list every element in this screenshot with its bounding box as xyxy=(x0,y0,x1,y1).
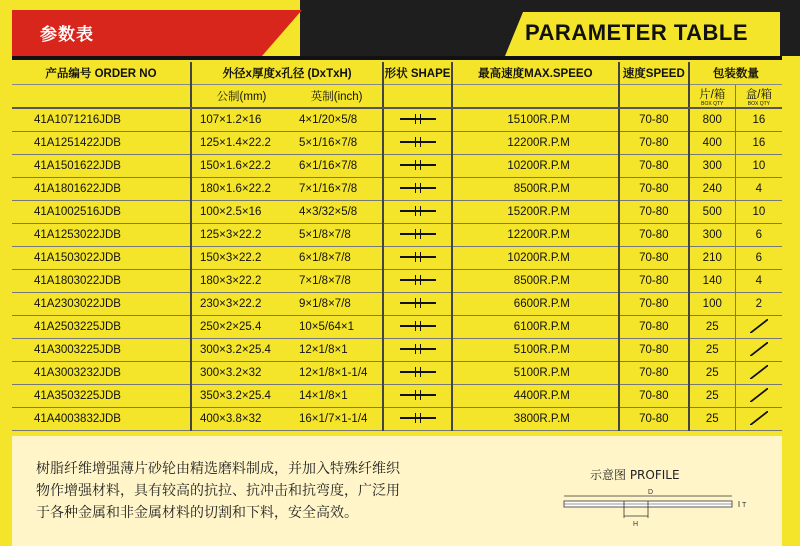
row-max-speed: 8500R.P.M xyxy=(452,270,619,293)
table-body xyxy=(12,108,782,431)
row-inch: 10×5/64×1 xyxy=(291,316,383,339)
row-inch: 5×1/8×7/8 xyxy=(291,224,383,247)
row-metric: 400×3.8×32 xyxy=(191,408,291,431)
table-row xyxy=(12,224,782,247)
row-boxes-per-ctn: 4 xyxy=(735,178,782,201)
profile-diagram xyxy=(556,484,756,534)
col-max-speed: 最高速度MAX.SPEEO xyxy=(452,62,619,85)
not-applicable-slash-icon xyxy=(750,365,768,379)
row-inch: 12×1/8×1 xyxy=(291,339,383,362)
subheader-speed-blank xyxy=(452,85,619,109)
row-pcs-per-box: 25 xyxy=(689,362,736,385)
subheader-shape-blank xyxy=(383,85,452,109)
d-label: D xyxy=(648,489,654,496)
row-pcs-per-box: 210 xyxy=(689,247,736,270)
row-code: 41A3503225JDB xyxy=(12,385,191,408)
row-boxes-per-ctn xyxy=(735,385,782,408)
row-speed: 70-80 xyxy=(619,108,689,132)
h-label: H xyxy=(633,521,639,528)
row-speed: 70-80 xyxy=(619,155,689,178)
disc-shape-icon xyxy=(400,367,436,377)
row-pcs-per-box: 25 xyxy=(689,408,736,431)
row-max-speed: 6100R.P.M xyxy=(452,316,619,339)
en-title: PARAMETER TABLE xyxy=(525,20,749,45)
pcs-qty-note: BOX QTY xyxy=(701,100,724,107)
description-line: 于各种金属和非金属材料的切割和下料，安全高效。 xyxy=(36,505,358,521)
table-header-row xyxy=(12,62,782,85)
row-shape xyxy=(383,339,452,362)
row-speed: 70-80 xyxy=(619,408,689,431)
row-shape xyxy=(383,178,452,201)
row-speed: 70-80 xyxy=(619,385,689,408)
col-speed: 速度SPEED xyxy=(619,62,689,85)
pcs-per-box-label: 片/箱 xyxy=(699,88,726,101)
row-metric: 230×3×22.2 xyxy=(191,293,291,316)
disc-shape-icon xyxy=(400,160,436,170)
row-pcs-per-box: 240 xyxy=(689,178,736,201)
row-inch: 12×1/8×1-1/4 xyxy=(291,362,383,385)
table-row xyxy=(12,155,782,178)
row-boxes-per-ctn: 2 xyxy=(735,293,782,316)
row-metric: 180×3×22.2 xyxy=(191,270,291,293)
disc-shape-icon xyxy=(400,229,436,239)
row-speed: 70-80 xyxy=(619,224,689,247)
table-row xyxy=(12,339,782,362)
row-pcs-per-box: 25 xyxy=(689,385,736,408)
row-inch: 16×1/7×1-1/4 xyxy=(291,408,383,431)
table-row xyxy=(12,362,782,385)
row-code: 41A3003225JDB xyxy=(12,339,191,362)
table-row xyxy=(12,316,782,339)
col-boxes-per-ctn xyxy=(735,85,782,109)
row-boxes-per-ctn xyxy=(735,316,782,339)
boxes-per-ctn-label: 盒/箱 xyxy=(745,88,772,101)
row-shape xyxy=(383,224,452,247)
row-code: 41A4003832JDB xyxy=(12,408,191,431)
row-code: 41A2503225JDB xyxy=(12,316,191,339)
row-code: 41A1803022JDB xyxy=(12,270,191,293)
row-speed: 70-80 xyxy=(619,270,689,293)
col-packing: 包装数量 xyxy=(689,62,782,85)
not-applicable-slash-icon xyxy=(750,411,768,425)
row-boxes-per-ctn xyxy=(735,339,782,362)
row-max-speed: 10200R.P.M xyxy=(452,155,619,178)
col-order-no: 产品编号 ORDER NO xyxy=(12,62,191,85)
row-max-speed: 3800R.P.M xyxy=(452,408,619,431)
row-pcs-per-box: 400 xyxy=(689,132,736,155)
row-pcs-per-box: 300 xyxy=(689,224,736,247)
not-applicable-slash-icon xyxy=(750,388,768,402)
description-text xyxy=(36,458,506,524)
row-inch: 5×1/16×7/8 xyxy=(291,132,383,155)
disc-shape-icon xyxy=(400,114,436,124)
row-metric: 150×3×22.2 xyxy=(191,247,291,270)
col-inch: 英制(inch) xyxy=(291,85,383,109)
row-boxes-per-ctn: 16 xyxy=(735,108,782,132)
row-speed: 70-80 xyxy=(619,178,689,201)
row-boxes-per-ctn xyxy=(735,362,782,385)
row-max-speed: 4400R.P.M xyxy=(452,385,619,408)
row-pcs-per-box: 25 xyxy=(689,316,736,339)
row-pcs-per-box: 300 xyxy=(689,155,736,178)
col-metric: 公制(mm) xyxy=(191,85,291,109)
row-pcs-per-box: 25 xyxy=(689,339,736,362)
table-row xyxy=(12,201,782,224)
disc-shape-icon xyxy=(400,137,436,147)
row-boxes-per-ctn: 16 xyxy=(735,132,782,155)
row-shape xyxy=(383,362,452,385)
row-pcs-per-box: 140 xyxy=(689,270,736,293)
row-max-speed: 5100R.P.M xyxy=(452,362,619,385)
row-shape xyxy=(383,270,452,293)
disc-shape-icon xyxy=(400,275,436,285)
ctn-qty-note: BOX QTY xyxy=(747,100,770,107)
row-pcs-per-box: 500 xyxy=(689,201,736,224)
not-applicable-slash-icon xyxy=(750,342,768,356)
col-dims: 外径x厚度x孔径 (DxTxH) xyxy=(191,62,383,85)
row-metric: 107×1.2×16 xyxy=(191,108,291,132)
row-metric: 300×3.2×25.4 xyxy=(191,339,291,362)
disc-shape-icon xyxy=(400,183,436,193)
table-row xyxy=(12,108,782,132)
row-shape xyxy=(383,408,452,431)
row-metric: 125×3×22.2 xyxy=(191,224,291,247)
subheader-spd-blank xyxy=(619,85,689,109)
disc-shape-icon xyxy=(400,298,436,308)
row-max-speed: 10200R.P.M xyxy=(452,247,619,270)
table-row xyxy=(12,178,782,201)
row-boxes-per-ctn xyxy=(735,408,782,431)
row-max-speed: 8500R.P.M xyxy=(452,178,619,201)
row-boxes-per-ctn: 4 xyxy=(735,270,782,293)
row-speed: 70-80 xyxy=(619,293,689,316)
row-code: 41A1002516JDB xyxy=(12,201,191,224)
row-code: 41A1801622JDB xyxy=(12,178,191,201)
row-code: 41A1503022JDB xyxy=(12,247,191,270)
row-metric: 250×2×25.4 xyxy=(191,316,291,339)
profile-title: 示意图 PROFILE xyxy=(590,468,680,482)
not-applicable-slash-icon xyxy=(750,319,768,333)
col-pcs-per-box xyxy=(689,85,736,109)
table-row xyxy=(12,270,782,293)
row-metric: 300×3.2×32 xyxy=(191,362,291,385)
row-pcs-per-box: 800 xyxy=(689,108,736,132)
row-speed: 70-80 xyxy=(619,201,689,224)
disc-shape-icon xyxy=(400,390,436,400)
row-inch: 14×1/8×1 xyxy=(291,385,383,408)
disc-shape-icon xyxy=(400,206,436,216)
row-inch: 9×1/8×7/8 xyxy=(291,293,383,316)
row-shape xyxy=(383,293,452,316)
disc-shape-icon xyxy=(400,413,436,423)
row-max-speed: 15200R.P.M xyxy=(452,201,619,224)
description-line: 树脂纤维增强薄片砂轮由精选磨料制成，并加入特殊纤维织 xyxy=(36,461,400,477)
subheader-blank xyxy=(12,85,191,109)
row-pcs-per-box: 100 xyxy=(689,293,736,316)
parameter-table xyxy=(12,62,782,431)
row-shape xyxy=(383,108,452,132)
row-metric: 350×3.2×25.4 xyxy=(191,385,291,408)
col-shape: 形状 SHAPE xyxy=(383,62,452,85)
row-code: 41A1251422JDB xyxy=(12,132,191,155)
disc-shape-icon xyxy=(400,321,436,331)
row-speed: 70-80 xyxy=(619,247,689,270)
row-metric: 100×2.5×16 xyxy=(191,201,291,224)
row-max-speed: 6600R.P.M xyxy=(452,293,619,316)
row-max-speed: 15100R.P.M xyxy=(452,108,619,132)
row-inch: 6×1/8×7/8 xyxy=(291,247,383,270)
row-speed: 70-80 xyxy=(619,316,689,339)
row-speed: 70-80 xyxy=(619,132,689,155)
row-max-speed: 12200R.P.M xyxy=(452,132,619,155)
row-shape xyxy=(383,247,452,270)
row-shape xyxy=(383,132,452,155)
row-shape xyxy=(383,155,452,178)
cn-title: 参数表 xyxy=(40,25,94,45)
row-code: 41A1501622JDB xyxy=(12,155,191,178)
row-inch: 7×1/16×7/8 xyxy=(291,178,383,201)
disc-shape-icon xyxy=(400,252,436,262)
row-code: 41A2303022JDB xyxy=(12,293,191,316)
row-shape xyxy=(383,201,452,224)
row-boxes-per-ctn: 6 xyxy=(735,247,782,270)
table-row xyxy=(12,385,782,408)
t-label: T xyxy=(742,502,747,509)
header-divider xyxy=(12,56,782,60)
row-code: 41A3003232JDB xyxy=(12,362,191,385)
table-row xyxy=(12,293,782,316)
row-boxes-per-ctn: 10 xyxy=(735,155,782,178)
table-row xyxy=(12,132,782,155)
row-inch: 7×1/8×7/8 xyxy=(291,270,383,293)
row-inch: 4×3/32×5/8 xyxy=(291,201,383,224)
row-max-speed: 5100R.P.M xyxy=(452,339,619,362)
row-max-speed: 12200R.P.M xyxy=(452,224,619,247)
row-metric: 125×1.4×22.2 xyxy=(191,132,291,155)
row-boxes-per-ctn: 6 xyxy=(735,224,782,247)
row-code: 41A1071216JDB xyxy=(12,108,191,132)
row-boxes-per-ctn: 10 xyxy=(735,201,782,224)
row-metric: 150×1.6×22.2 xyxy=(191,155,291,178)
row-inch: 6×1/16×7/8 xyxy=(291,155,383,178)
table-row xyxy=(12,408,782,431)
row-shape xyxy=(383,316,452,339)
row-code: 41A1253022JDB xyxy=(12,224,191,247)
table-row xyxy=(12,247,782,270)
description-line: 物作增强材料，具有较高的抗拉、抗冲击和抗弯度，广泛用 xyxy=(36,483,400,499)
row-speed: 70-80 xyxy=(619,339,689,362)
row-shape xyxy=(383,385,452,408)
row-inch: 4×1/20×5/8 xyxy=(291,108,383,132)
disc-shape-icon xyxy=(400,344,436,354)
row-speed: 70-80 xyxy=(619,362,689,385)
row-metric: 180×1.6×22.2 xyxy=(191,178,291,201)
table-subheader-row xyxy=(12,85,782,109)
